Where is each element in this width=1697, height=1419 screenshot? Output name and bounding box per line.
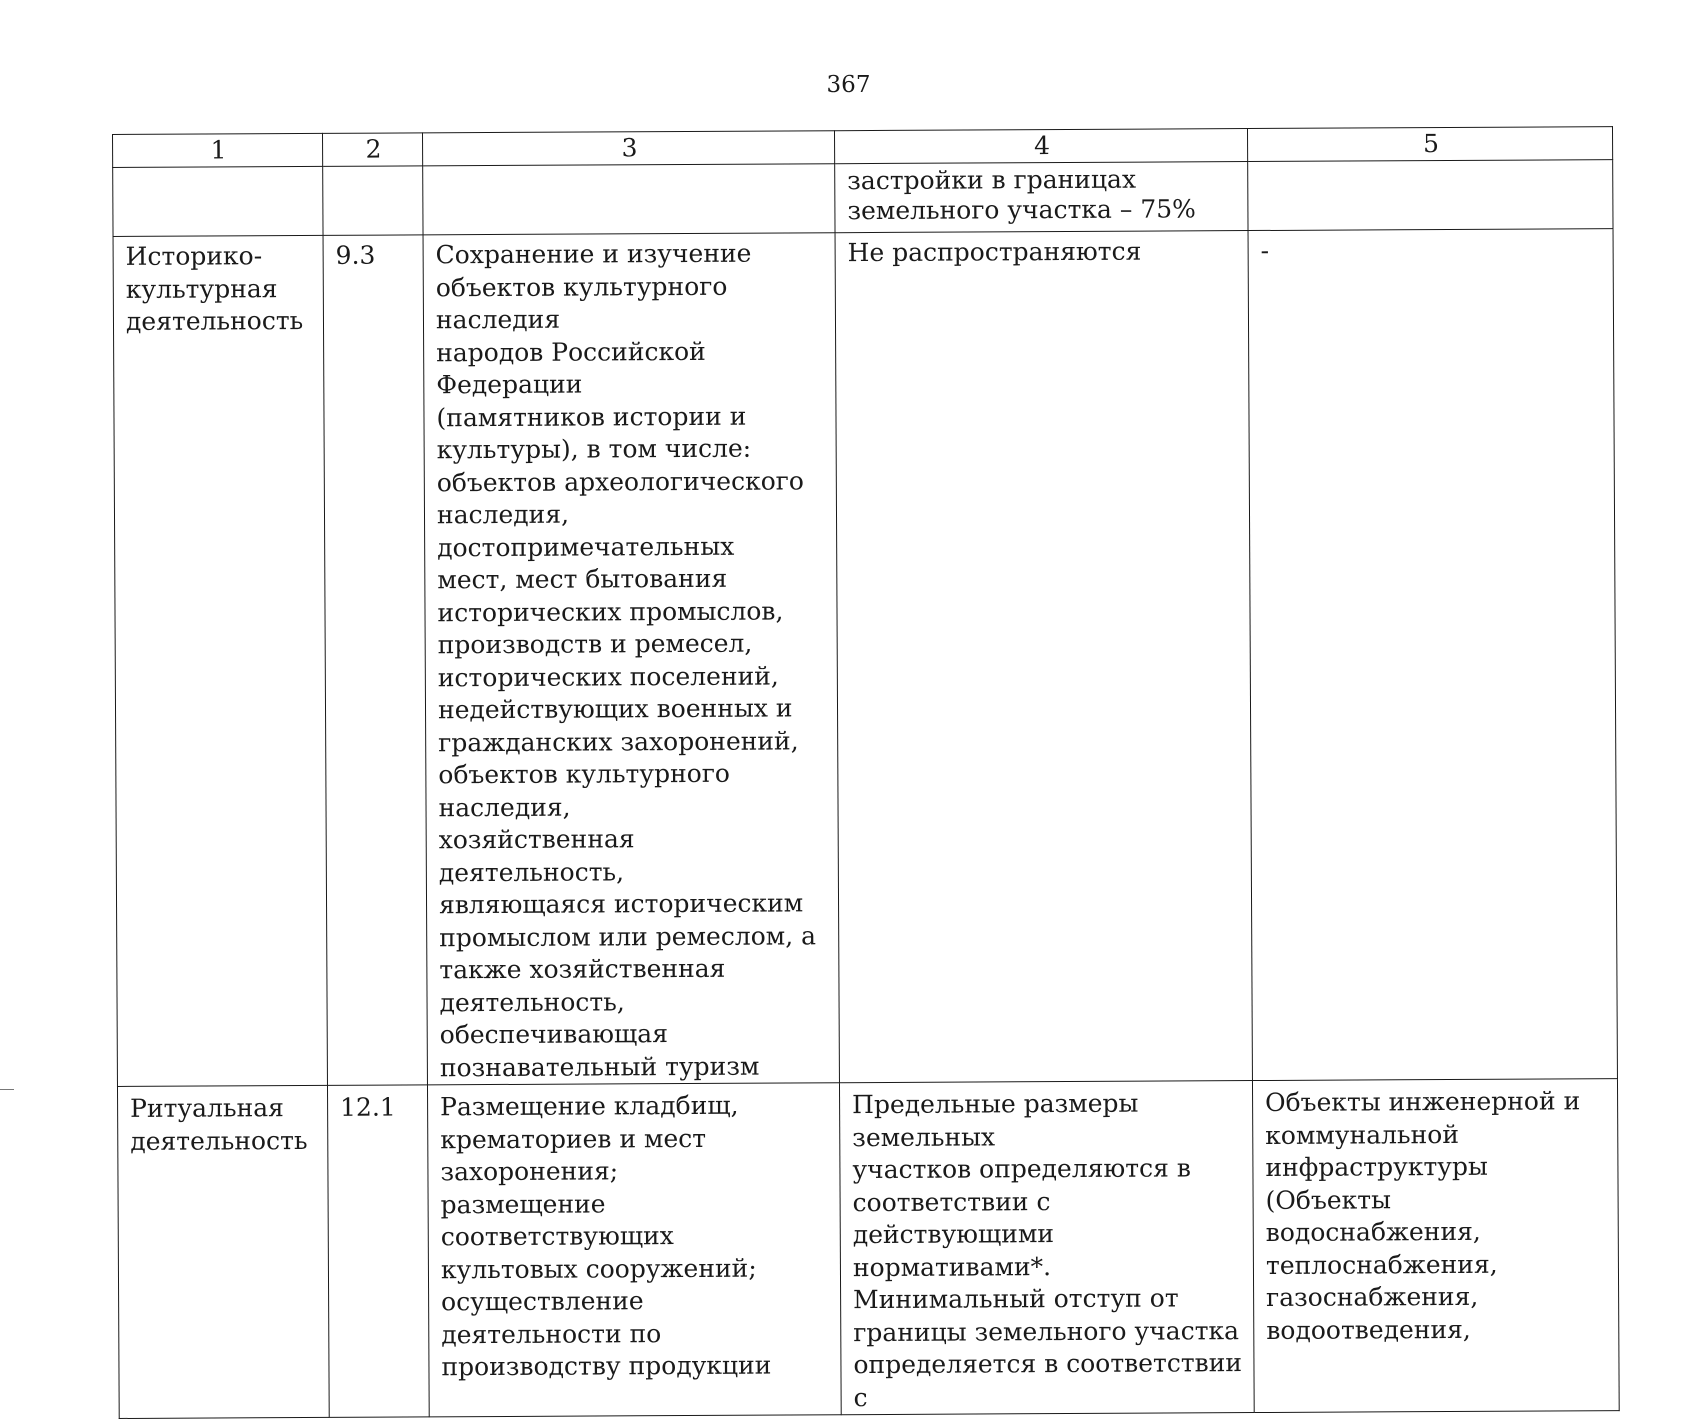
cell-name: Ритуальная деятельность (117, 1085, 329, 1418)
cell-description: Сохранение и изучение объектов культурного наследия народов Российской Федерации (памятников истории и культуры), в том числе: объектов археологического наследия, достопримечательных мест, мест бытования исторических промыслов, производств и ремесел, исторических поселений, недействующих военных и гражданских захоронений, объектов культурного наследия, хозяйственная деятельность, являющаяся историческим промыслом или ремеслом, а также хозяйственная деятельность, обеспечивающая познавательный туризм (423, 233, 839, 1085)
cell-parameters: застройки в границах земельного участка – 75% (835, 162, 1248, 233)
header-col-3: 3 (422, 131, 834, 166)
cell-auxiliary (1248, 160, 1613, 231)
table-row (113, 229, 1617, 1087)
cell-name (113, 166, 323, 236)
table-row (117, 1079, 1619, 1419)
cell-auxiliary: - (1248, 229, 1617, 1081)
page-number: 367 (826, 72, 871, 98)
cell-code: 12.1 (327, 1085, 429, 1418)
header-col-1: 1 (113, 133, 323, 167)
header-col-4: 4 (834, 129, 1247, 164)
cell-auxiliary: Объекты инженерной и коммунальной инфраструктуры (Объекты водоснабжения, теплоснабжения, газоснабжения, водоотведения, (1252, 1079, 1619, 1413)
table-row (113, 160, 1613, 237)
cell-description (423, 164, 835, 235)
land-use-table (112, 126, 1620, 1419)
cell-name: Историко- культурная деятельность (113, 235, 327, 1086)
cell-code: 9.3 (323, 235, 427, 1086)
header-col-5: 5 (1247, 127, 1612, 162)
cell-description: Размещение кладбищ, крематориев и мест захоронения; размещение соответствующих культовых сооружений; осуществление деятельности по производству продукции (427, 1083, 841, 1417)
scan-edge-mark (0, 1089, 14, 1090)
cell-code (323, 166, 423, 236)
cell-parameters: Не распространяются (835, 231, 1252, 1083)
header-col-2: 2 (322, 133, 422, 167)
cell-parameters: Предельные размеры земельных участков определяются в соответствии с действующими нормативами*. Минимальный отступ от границы земельного участка определяется в соответствии с (839, 1081, 1254, 1415)
